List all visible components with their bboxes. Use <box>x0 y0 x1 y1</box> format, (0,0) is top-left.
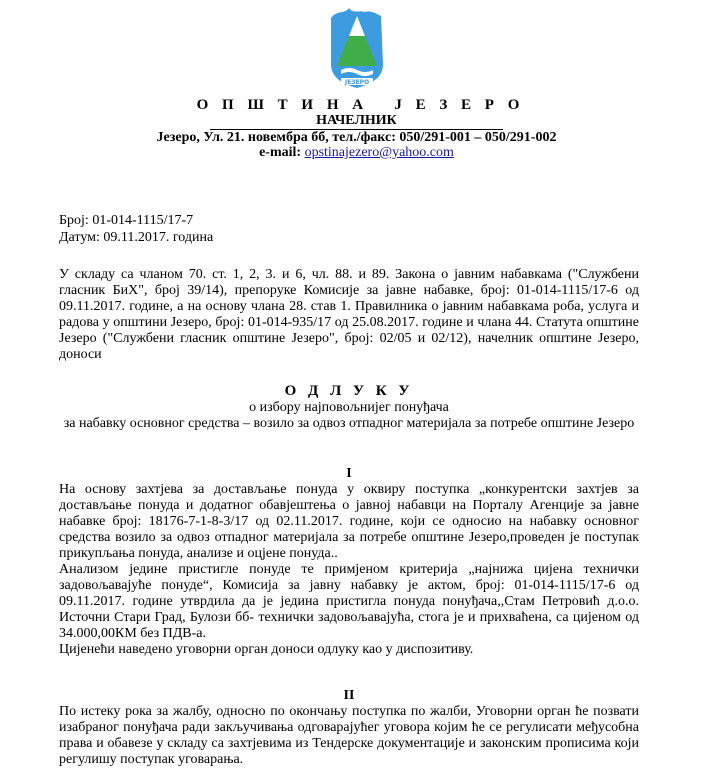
email-link[interactable]: opstinajezero@yahoo.com <box>304 145 454 160</box>
office-name: НАЧЕЛНИК <box>316 113 397 128</box>
email-label: e-mail: <box>259 145 302 160</box>
section-2-body <box>59 704 639 768</box>
section-1-paragraph: На основу захтјева за достављање понуда у оквиру поступка „конкурентски захтјев за достављање понуда и додатног обавјештења о јавној набавци на Порталу Агенције за јавне набавке број: 18176-7-1-8-3/17 од 02.11.2017. године, који се односио на набавку основног средства возило за одвоз отпадног материјала за потребе општине Језеро,проведен је поступак прикупљања понуда, анализе и оцјене понуда.. <box>59 482 639 561</box>
section-1-body <box>59 482 639 658</box>
municipality-name: О П Ш Т И Н А Ј Е З Е Р О <box>196 97 525 113</box>
jezero-emblem-icon <box>325 4 389 94</box>
municipality-logo <box>325 4 389 94</box>
document-number: Број: 01-014-1115/17-7 <box>59 213 194 228</box>
section-2-paragraph: По истеку рока за жалбу, односно по окончању поступка по жалби, Уговорни орган ће позвати изабраног понуђача ради закључивања одговарајућег уговора којим ће се регулисати међусобна права и обавезе у складу са захтјевима из Тендерске документације и законским прописима који регулишу поступак уговарања. <box>59 704 639 767</box>
section-2-numeral: II <box>343 688 355 703</box>
document-date: Датум: 09.11.2017. година <box>59 230 214 245</box>
decision-title: О Д Л У К У <box>284 383 414 399</box>
address-line: Језеро, Ул. 21. новембра бб, тел./факс: 050/291-001 – 050/291-002 <box>156 130 557 145</box>
decision-subject: за набавку основног средства – возило за одвоз отпадног материјала за потребе општине Језеро <box>63 416 635 431</box>
svg-text:ЈЕЗЕРО: ЈЕЗЕРО <box>344 79 370 86</box>
section-1-paragraph: Анализом једине пристигле понуде те примјеном критерија „најнижа цијена технички задовољавајуће понуде“, Комисија за јавну набавку је актом, број: 01-014-1115/17-6 од 09.11.2017. године утврдила да је једина пристигла понуда понуђача,,Стам Петровић д.о.о. Источни Стари Град, Булози бб- технички задовољавајућа, стога је и прихваћена, са цијеном од 34.000,00КМ без ПДВ-а. <box>59 562 639 641</box>
section-1-numeral: I <box>346 466 352 481</box>
intro-paragraph: У складу са чланом 70. ст. 1, 2, 3. и 6, чл. 88. и 89. Закона о јавним набавкама ("Службени гласник БиХ", број 39/14), препоруке Комисије за јавне набавке, број: 01-014-1115/17-6 од 09.11.2017. године, а на основу члана 28. став 1. Правилника о јавним набавкама роба, услуга и радова у општини Језеро, број: 01-014-935/17 од 25.08.2017. године и члана 44. Статута општине Језеро ("Службени гласник општине Језеро", број: 02/05 и 02/12), начелник општине Језеро, доноси <box>59 267 639 362</box>
section-1-paragraph: Цијенећи наведено уговорни орган доноси одлуку као у диспозитиву. <box>59 642 474 657</box>
decision-subtitle: о избору најповољнијег понуђача <box>249 400 449 415</box>
email-line <box>0 145 713 161</box>
